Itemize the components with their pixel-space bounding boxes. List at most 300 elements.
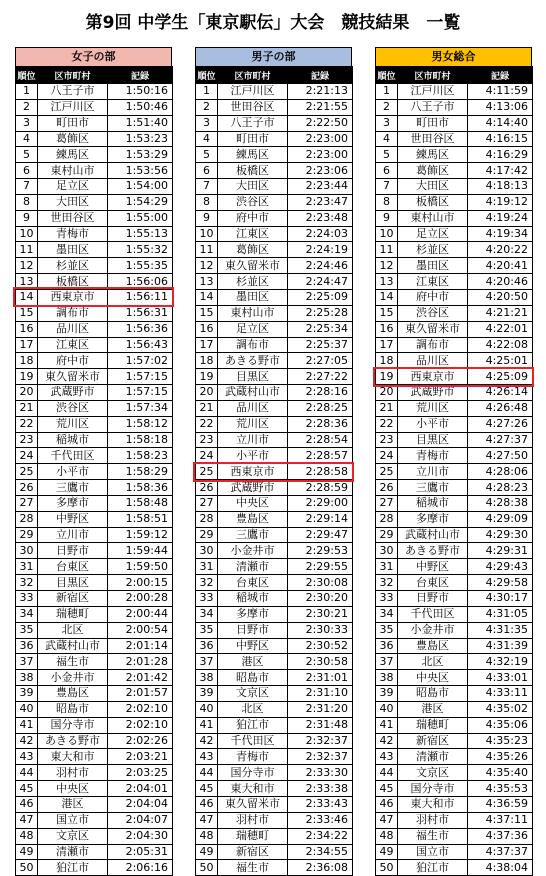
table-row bbox=[376, 289, 533, 305]
record-cell: 2:04:04 bbox=[108, 796, 173, 812]
table-row bbox=[16, 781, 173, 797]
municipality-cell: 台東区 bbox=[218, 575, 288, 591]
municipality-cell: 武蔵村山市 bbox=[398, 527, 468, 543]
table-row bbox=[16, 99, 173, 115]
rank-cell: 20 bbox=[16, 385, 38, 401]
record-cell: 2:23:47 bbox=[288, 194, 353, 210]
rank-cell: 48 bbox=[196, 828, 218, 844]
rank-cell: 47 bbox=[376, 812, 398, 828]
record-cell: 2:30:33 bbox=[288, 622, 353, 638]
municipality-cell: 江戸川区 bbox=[218, 84, 288, 100]
table-row bbox=[196, 796, 353, 812]
rank-cell: 29 bbox=[376, 527, 398, 543]
rank-cell: 12 bbox=[196, 258, 218, 274]
record-cell: 1:56:31 bbox=[108, 305, 173, 321]
municipality-cell: 墨田区 bbox=[398, 258, 468, 274]
table-row bbox=[376, 147, 533, 163]
table-row bbox=[16, 163, 173, 179]
rank-cell: 42 bbox=[196, 733, 218, 749]
boys-results-block bbox=[195, 47, 352, 876]
record-cell: 2:31:10 bbox=[288, 686, 353, 702]
municipality-cell: 中央区 bbox=[398, 670, 468, 686]
rank-cell: 1 bbox=[376, 84, 398, 100]
record-cell: 2:04:01 bbox=[108, 781, 173, 797]
girls-results-block bbox=[15, 47, 172, 876]
table-row bbox=[196, 511, 353, 527]
rank-cell: 27 bbox=[196, 495, 218, 511]
municipality-cell: 千代田区 bbox=[398, 606, 468, 622]
record-cell: 2:31:48 bbox=[288, 717, 353, 733]
municipality-cell: 昭島市 bbox=[398, 686, 468, 702]
record-cell: 2:34:55 bbox=[288, 844, 353, 860]
table-row bbox=[196, 448, 353, 464]
rank-cell: 20 bbox=[376, 385, 398, 401]
table-row bbox=[16, 115, 173, 131]
municipality-cell: 荒川区 bbox=[218, 416, 288, 432]
record-cell: 4:29:30 bbox=[468, 527, 533, 543]
table-row bbox=[376, 242, 533, 258]
table-row bbox=[376, 796, 533, 812]
record-cell: 4:27:50 bbox=[468, 448, 533, 464]
municipality-cell: 世田谷区 bbox=[218, 99, 288, 115]
record-cell: 4:36:59 bbox=[468, 796, 533, 812]
record-cell: 2:01:57 bbox=[108, 686, 173, 702]
municipality-cell: 台東区 bbox=[398, 575, 468, 591]
municipality-cell: 多摩市 bbox=[398, 511, 468, 527]
table-row bbox=[376, 559, 533, 575]
municipality-cell: 日野市 bbox=[38, 543, 108, 559]
record-cell: 2:29:55 bbox=[288, 559, 353, 575]
record-cell: 1:59:12 bbox=[108, 527, 173, 543]
record-cell: 4:26:14 bbox=[468, 385, 533, 401]
boys-division-header: 男子の部 bbox=[195, 47, 352, 66]
municipality-cell: 狛江市 bbox=[38, 860, 108, 876]
record-cell: 2:28:59 bbox=[288, 480, 353, 496]
municipality-cell: 羽村市 bbox=[218, 812, 288, 828]
rank-cell: 18 bbox=[196, 353, 218, 369]
rank-cell: 13 bbox=[16, 274, 38, 290]
municipality-cell: 板橋区 bbox=[398, 194, 468, 210]
rank-cell: 8 bbox=[376, 194, 398, 210]
rank-cell: 32 bbox=[376, 575, 398, 591]
table-row bbox=[196, 353, 353, 369]
record-cell: 2:28:16 bbox=[288, 385, 353, 401]
record-cell: 4:11:59 bbox=[468, 84, 533, 100]
rank-cell: 12 bbox=[16, 258, 38, 274]
table-row bbox=[16, 337, 173, 353]
municipality-cell: 武蔵野市 bbox=[218, 480, 288, 496]
table-row bbox=[16, 654, 173, 670]
rank-cell: 26 bbox=[196, 480, 218, 496]
record-cell: 4:29:58 bbox=[468, 575, 533, 591]
table-row bbox=[196, 369, 353, 385]
rank-cell: 6 bbox=[376, 163, 398, 179]
municipality-cell: 町田市 bbox=[38, 115, 108, 131]
record-cell: 2:05:31 bbox=[108, 844, 173, 860]
rank-column-header: 順位 bbox=[376, 67, 398, 84]
record-cell: 1:58:36 bbox=[108, 480, 173, 496]
table-row bbox=[16, 749, 173, 765]
record-cell: 4:21:21 bbox=[468, 305, 533, 321]
rank-cell: 50 bbox=[196, 860, 218, 876]
municipality-cell: 足立区 bbox=[38, 179, 108, 195]
table-row bbox=[196, 575, 353, 591]
municipality-cell: 江東区 bbox=[38, 337, 108, 353]
rank-cell: 38 bbox=[16, 670, 38, 686]
record-cell: 1:58:12 bbox=[108, 416, 173, 432]
table-row bbox=[376, 353, 533, 369]
rank-cell: 2 bbox=[196, 99, 218, 115]
rank-cell: 41 bbox=[196, 717, 218, 733]
municipality-cell: 福生市 bbox=[38, 654, 108, 670]
table-row bbox=[196, 210, 353, 226]
municipality-cell: 練馬区 bbox=[218, 147, 288, 163]
municipality-cell: 西東京市 bbox=[38, 289, 108, 305]
table-row bbox=[196, 258, 353, 274]
municipality-cell: 新宿区 bbox=[218, 844, 288, 860]
table-row bbox=[16, 701, 173, 717]
table-row bbox=[196, 606, 353, 622]
table-row bbox=[376, 717, 533, 733]
municipality-cell: 小平市 bbox=[398, 416, 468, 432]
municipality-cell: 東村山市 bbox=[38, 163, 108, 179]
rank-cell: 8 bbox=[196, 194, 218, 210]
table-row bbox=[16, 400, 173, 416]
table-row bbox=[196, 654, 353, 670]
municipality-cell: 葛飾区 bbox=[398, 163, 468, 179]
table-row bbox=[196, 99, 353, 115]
rank-cell: 11 bbox=[376, 242, 398, 258]
table-row bbox=[376, 527, 533, 543]
girls-division-header: 女子の部 bbox=[15, 47, 172, 66]
record-cell: 1:55:35 bbox=[108, 258, 173, 274]
municipality-cell: 渋谷区 bbox=[398, 305, 468, 321]
table-row bbox=[376, 258, 533, 274]
table-row bbox=[196, 289, 353, 305]
record-cell: 4:20:46 bbox=[468, 274, 533, 290]
rank-cell: 45 bbox=[196, 781, 218, 797]
record-cell: 1:58:18 bbox=[108, 432, 173, 448]
overall-results-table bbox=[375, 66, 533, 876]
rank-cell: 35 bbox=[16, 622, 38, 638]
rank-cell: 13 bbox=[376, 274, 398, 290]
record-cell: 2:30:52 bbox=[288, 638, 353, 654]
table-row bbox=[376, 765, 533, 781]
rank-cell: 43 bbox=[16, 749, 38, 765]
municipality-cell: 足立区 bbox=[398, 226, 468, 242]
municipality-cell: 千代田区 bbox=[38, 448, 108, 464]
record-cell: 2:33:43 bbox=[288, 796, 353, 812]
table-row bbox=[16, 274, 173, 290]
record-cell: 2:04:30 bbox=[108, 828, 173, 844]
rank-cell: 32 bbox=[16, 575, 38, 591]
municipality-cell: 国分寺市 bbox=[398, 781, 468, 797]
table-row bbox=[196, 242, 353, 258]
table-row bbox=[196, 321, 353, 337]
record-cell: 1:53:29 bbox=[108, 147, 173, 163]
rank-cell: 22 bbox=[196, 416, 218, 432]
table-row bbox=[196, 163, 353, 179]
record-cell: 1:58:51 bbox=[108, 511, 173, 527]
municipality-cell: 豊島区 bbox=[398, 638, 468, 654]
record-cell: 4:31:35 bbox=[468, 622, 533, 638]
rank-cell: 18 bbox=[16, 353, 38, 369]
table-row bbox=[196, 749, 353, 765]
table-row bbox=[376, 432, 533, 448]
rank-cell: 40 bbox=[196, 701, 218, 717]
table-row bbox=[376, 84, 533, 100]
municipality-cell: 中野区 bbox=[38, 511, 108, 527]
table-row bbox=[16, 495, 173, 511]
rank-cell: 20 bbox=[196, 385, 218, 401]
table-row bbox=[376, 99, 533, 115]
table-row bbox=[376, 464, 533, 480]
municipality-cell: 羽村市 bbox=[398, 812, 468, 828]
rank-cell: 19 bbox=[196, 369, 218, 385]
table-row bbox=[376, 622, 533, 638]
rank-cell: 39 bbox=[196, 686, 218, 702]
municipality-cell: 中野区 bbox=[218, 638, 288, 654]
table-row bbox=[376, 701, 533, 717]
record-cell: 2:02:10 bbox=[108, 717, 173, 733]
record-cell: 1:50:16 bbox=[108, 84, 173, 100]
record-cell: 2:31:01 bbox=[288, 670, 353, 686]
record-cell: 4:38:04 bbox=[468, 860, 533, 876]
record-cell: 4:19:24 bbox=[468, 210, 533, 226]
rank-cell: 45 bbox=[16, 781, 38, 797]
rank-cell: 3 bbox=[16, 115, 38, 131]
record-cell: 2:22:50 bbox=[288, 115, 353, 131]
table-header-row bbox=[16, 67, 173, 84]
municipality-cell: 八王子市 bbox=[38, 84, 108, 100]
rank-cell: 10 bbox=[196, 226, 218, 242]
table-row bbox=[196, 84, 353, 100]
rank-cell: 7 bbox=[16, 179, 38, 195]
record-cell: 2:21:13 bbox=[288, 84, 353, 100]
record-cell: 2:32:37 bbox=[288, 749, 353, 765]
municipality-cell: 武蔵村山市 bbox=[218, 385, 288, 401]
record-cell: 2:28:54 bbox=[288, 432, 353, 448]
table-row bbox=[16, 480, 173, 496]
record-cell: 2:29:14 bbox=[288, 511, 353, 527]
table-row bbox=[16, 733, 173, 749]
record-cell: 4:27:37 bbox=[468, 432, 533, 448]
rank-cell: 49 bbox=[376, 844, 398, 860]
table-row bbox=[16, 147, 173, 163]
municipality-cell: 目黒区 bbox=[38, 575, 108, 591]
record-cell: 4:37:37 bbox=[468, 844, 533, 860]
municipality-cell: 武蔵野市 bbox=[398, 385, 468, 401]
rank-cell: 28 bbox=[376, 511, 398, 527]
record-cell: 1:53:23 bbox=[108, 131, 173, 147]
rank-cell: 14 bbox=[376, 289, 398, 305]
municipality-cell: 福生市 bbox=[398, 828, 468, 844]
rank-cell: 34 bbox=[376, 606, 398, 622]
boys-results-table bbox=[195, 66, 353, 876]
record-cell: 2:28:58 bbox=[288, 464, 353, 480]
record-cell: 2:28:25 bbox=[288, 400, 353, 416]
rank-cell: 5 bbox=[376, 147, 398, 163]
rank-cell: 40 bbox=[376, 701, 398, 717]
municipality-cell: 墨田区 bbox=[38, 242, 108, 258]
record-cell: 4:29:09 bbox=[468, 511, 533, 527]
record-cell: 1:55:32 bbox=[108, 242, 173, 258]
record-cell: 2:24:46 bbox=[288, 258, 353, 274]
rank-column-header: 順位 bbox=[196, 67, 218, 84]
page-title: 第9回 中学生「東京駅伝」大会 競技結果 一覧 bbox=[85, 13, 461, 33]
municipality-cell: 文京区 bbox=[218, 686, 288, 702]
record-cell: 4:22:08 bbox=[468, 337, 533, 353]
rank-cell: 43 bbox=[376, 749, 398, 765]
municipality-cell: 西東京市 bbox=[398, 369, 468, 385]
table-row bbox=[376, 654, 533, 670]
record-cell: 2:27:05 bbox=[288, 353, 353, 369]
municipality-cell: 世田谷区 bbox=[38, 210, 108, 226]
rank-cell: 3 bbox=[196, 115, 218, 131]
table-row bbox=[376, 115, 533, 131]
record-cell: 4:35:26 bbox=[468, 749, 533, 765]
rank-cell: 31 bbox=[16, 559, 38, 575]
municipality-cell: 杉並区 bbox=[38, 258, 108, 274]
record-cell: 2:25:28 bbox=[288, 305, 353, 321]
record-cell: 1:56:43 bbox=[108, 337, 173, 353]
municipality-cell: 港区 bbox=[398, 701, 468, 717]
table-row bbox=[16, 559, 173, 575]
table-row bbox=[376, 226, 533, 242]
table-row bbox=[376, 305, 533, 321]
table-row bbox=[376, 686, 533, 702]
record-cell: 2:02:10 bbox=[108, 701, 173, 717]
rank-cell: 36 bbox=[196, 638, 218, 654]
record-cell: 1:51:40 bbox=[108, 115, 173, 131]
municipality-cell: 狛江市 bbox=[218, 717, 288, 733]
table-row bbox=[376, 860, 533, 876]
table-row bbox=[376, 274, 533, 290]
table-row bbox=[16, 226, 173, 242]
record-cell: 1:55:13 bbox=[108, 226, 173, 242]
table-row bbox=[196, 115, 353, 131]
table-row bbox=[16, 622, 173, 638]
record-cell: 2:01:28 bbox=[108, 654, 173, 670]
record-cell: 4:29:43 bbox=[468, 559, 533, 575]
rank-cell: 5 bbox=[16, 147, 38, 163]
municipality-cell: 瑞穂町 bbox=[38, 606, 108, 622]
rank-cell: 27 bbox=[16, 495, 38, 511]
record-cell: 4:29:31 bbox=[468, 543, 533, 559]
table-row bbox=[196, 147, 353, 163]
municipality-cell: 目黒区 bbox=[398, 432, 468, 448]
record-cell: 1:54:29 bbox=[108, 194, 173, 210]
record-cell: 2:24:19 bbox=[288, 242, 353, 258]
municipality-cell: 調布市 bbox=[38, 305, 108, 321]
record-cell: 2:24:47 bbox=[288, 274, 353, 290]
girls-results-table bbox=[15, 66, 173, 876]
municipality-cell: 東久留米市 bbox=[218, 258, 288, 274]
rank-cell: 42 bbox=[376, 733, 398, 749]
rank-cell: 36 bbox=[16, 638, 38, 654]
rank-cell: 17 bbox=[376, 337, 398, 353]
municipality-cell: 八王子市 bbox=[218, 115, 288, 131]
record-cell: 1:59:44 bbox=[108, 543, 173, 559]
record-cell: 2:28:57 bbox=[288, 448, 353, 464]
rank-column-header: 順位 bbox=[16, 67, 38, 84]
municipality-cell: 中央区 bbox=[218, 495, 288, 511]
municipality-cell: あきる野市 bbox=[218, 353, 288, 369]
rank-cell: 37 bbox=[16, 654, 38, 670]
municipality-cell: 港区 bbox=[38, 796, 108, 812]
record-cell: 1:50:46 bbox=[108, 99, 173, 115]
record-cell: 2:32:37 bbox=[288, 733, 353, 749]
table-row bbox=[196, 701, 353, 717]
rank-cell: 16 bbox=[376, 321, 398, 337]
table-row bbox=[16, 686, 173, 702]
rank-cell: 33 bbox=[16, 591, 38, 607]
record-cell: 1:55:00 bbox=[108, 210, 173, 226]
record-cell: 2:21:55 bbox=[288, 99, 353, 115]
rank-cell: 1 bbox=[196, 84, 218, 100]
rank-cell: 43 bbox=[196, 749, 218, 765]
record-cell: 1:54:00 bbox=[108, 179, 173, 195]
rank-cell: 46 bbox=[196, 796, 218, 812]
rank-cell: 29 bbox=[16, 527, 38, 543]
record-cell: 1:56:06 bbox=[108, 274, 173, 290]
rank-cell: 7 bbox=[196, 179, 218, 195]
record-cell: 1:56:36 bbox=[108, 321, 173, 337]
municipality-cell: 渋谷区 bbox=[38, 400, 108, 416]
municipality-cell: 練馬区 bbox=[38, 147, 108, 163]
table-row bbox=[376, 337, 533, 353]
record-cell: 2:23:48 bbox=[288, 210, 353, 226]
table-row bbox=[16, 464, 173, 480]
record-cell: 2:28:36 bbox=[288, 416, 353, 432]
table-row bbox=[16, 258, 173, 274]
municipality-cell: 稲城市 bbox=[218, 591, 288, 607]
record-cell: 4:16:15 bbox=[468, 131, 533, 147]
table-row bbox=[376, 369, 533, 385]
record-cell: 2:00:15 bbox=[108, 575, 173, 591]
rank-cell: 2 bbox=[16, 99, 38, 115]
municipality-cell: 文京区 bbox=[38, 828, 108, 844]
table-row bbox=[16, 765, 173, 781]
record-column-header: 記録 bbox=[468, 67, 533, 84]
municipality-cell: 板橋区 bbox=[38, 274, 108, 290]
municipality-cell: 瑞穂町 bbox=[218, 828, 288, 844]
rank-cell: 25 bbox=[16, 464, 38, 480]
rank-cell: 6 bbox=[196, 163, 218, 179]
record-cell: 2:25:34 bbox=[288, 321, 353, 337]
rank-cell: 33 bbox=[376, 591, 398, 607]
municipality-cell: 八王子市 bbox=[398, 99, 468, 115]
rank-cell: 34 bbox=[16, 606, 38, 622]
rank-cell: 40 bbox=[16, 701, 38, 717]
record-cell: 1:59:50 bbox=[108, 559, 173, 575]
rank-cell: 31 bbox=[376, 559, 398, 575]
municipality-cell: 北区 bbox=[218, 701, 288, 717]
municipality-cell: 清瀬市 bbox=[218, 559, 288, 575]
rank-cell: 36 bbox=[376, 638, 398, 654]
municipality-cell: 三鷹市 bbox=[398, 480, 468, 496]
municipality-cell: 中央区 bbox=[38, 781, 108, 797]
rank-cell: 14 bbox=[196, 289, 218, 305]
record-cell: 4:25:09 bbox=[468, 369, 533, 385]
table-row bbox=[376, 733, 533, 749]
record-cell: 1:58:23 bbox=[108, 448, 173, 464]
record-cell: 4:28:38 bbox=[468, 495, 533, 511]
table-row bbox=[376, 844, 533, 860]
table-row bbox=[376, 670, 533, 686]
record-cell: 2:30:21 bbox=[288, 606, 353, 622]
municipality-cell: 府中市 bbox=[398, 289, 468, 305]
